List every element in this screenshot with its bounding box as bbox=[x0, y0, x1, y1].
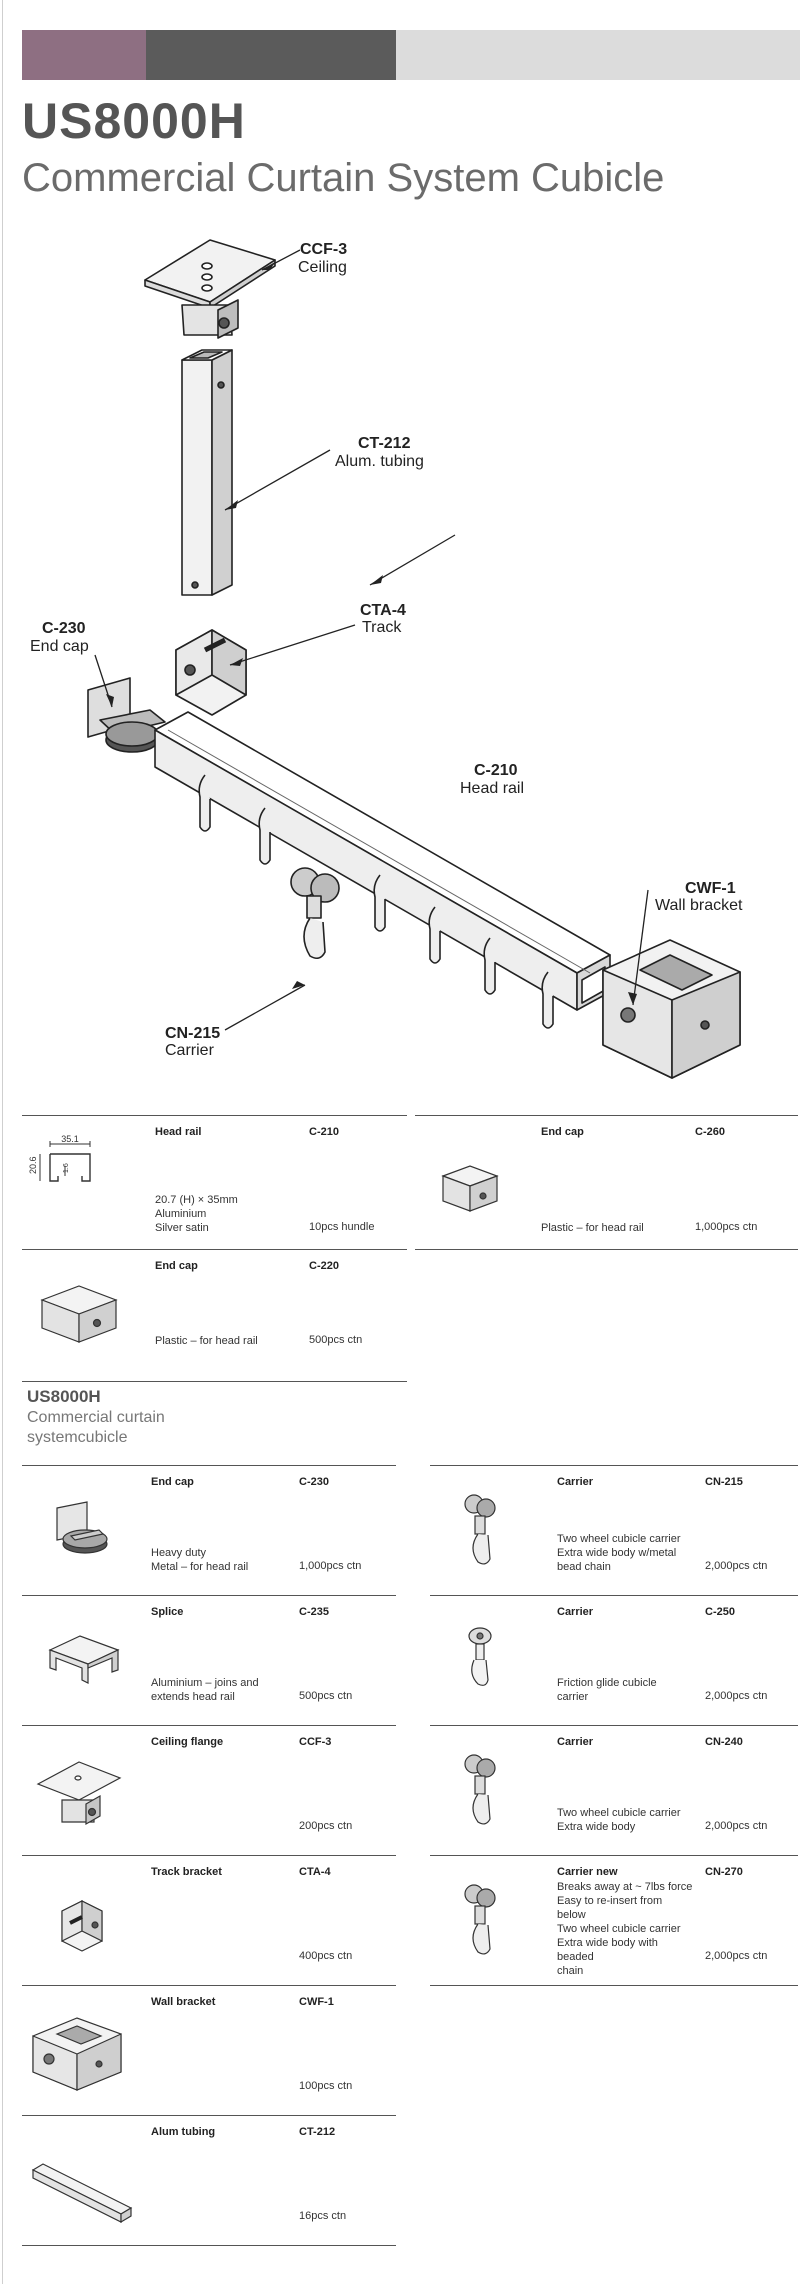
product-pack: 100pcs ctn bbox=[299, 2080, 353, 2092]
product-code: CCF-3 bbox=[299, 1736, 332, 1748]
callout-ccf3-desc: Ceiling bbox=[298, 259, 347, 276]
callout-cn215-desc: Carrier bbox=[165, 1042, 214, 1059]
carrier-icon bbox=[460, 1752, 500, 1832]
product-code: US8000H bbox=[22, 93, 246, 149]
product-item-carrier-c250 bbox=[430, 1596, 798, 1725]
product-code: CT-212 bbox=[299, 2126, 336, 2138]
end-cap-drawing bbox=[88, 678, 165, 752]
head-rail-profile-icon bbox=[30, 1136, 110, 1196]
dim-inner: 1.6 bbox=[63, 1163, 70, 1173]
product-name: Wall bracket bbox=[151, 1996, 216, 2008]
product-code: C-235 bbox=[299, 1606, 329, 1618]
wall-bracket-icon bbox=[27, 2014, 127, 2094]
product-name: Alum tubing bbox=[151, 2126, 216, 2138]
product-pack: 16pcs ctn bbox=[299, 2210, 347, 2222]
table-rule bbox=[430, 1985, 798, 1986]
callout-c210-code: C-210 bbox=[474, 762, 518, 779]
product-item-carrier-cn270 bbox=[430, 1856, 798, 1985]
section-title: Commercial curtain systemcubicle bbox=[27, 1409, 165, 1446]
product-desc: Breaks away at ~ 7lbs force Easy to re-insert from below Two wheel cubicle carrier Extra wide body with beaded chain bbox=[557, 1881, 693, 1977]
dim-width: 35.1 bbox=[61, 1134, 79, 1144]
carrier-drawing bbox=[291, 868, 339, 958]
callout-c230-desc: End cap bbox=[30, 638, 89, 655]
product-item-alum-tubing bbox=[22, 2116, 396, 2245]
callout-ct212-code: CT-212 bbox=[358, 435, 411, 452]
product-name: Carrier bbox=[557, 1606, 594, 1618]
product-code: CWF-1 bbox=[299, 1996, 334, 2008]
product-desc: Two wheel cubicle carrier Extra wide body bbox=[557, 1807, 681, 1833]
product-pack: 400pcs ctn bbox=[299, 1950, 353, 1962]
product-item-splice bbox=[22, 1596, 396, 1725]
carrier-icon bbox=[460, 1622, 500, 1702]
product-pack: 2,000pcs ctn bbox=[705, 1560, 768, 1572]
product-desc: Heavy duty Metal – for head rail bbox=[151, 1547, 249, 1573]
product-pack: 2,000pcs ctn bbox=[705, 1950, 768, 1962]
section-code: US8000H bbox=[27, 1387, 101, 1406]
track-bracket-icon bbox=[52, 1891, 112, 1961]
product-pack: 500pcs ctn bbox=[309, 1334, 363, 1346]
callout-ct212-desc: Alum. tubing bbox=[335, 453, 424, 470]
product-item-carrier-cn215 bbox=[430, 1466, 798, 1595]
end-cap-icon bbox=[435, 1156, 505, 1216]
product-name: Splice bbox=[151, 1606, 184, 1618]
product-name: Carrier new bbox=[557, 1866, 618, 1878]
product-name: Carrier bbox=[557, 1476, 594, 1488]
product-pack: 10pcs hundle bbox=[309, 1221, 375, 1233]
head-rail-drawing bbox=[155, 712, 610, 1010]
callout-cwf1-desc: Wall bracket bbox=[655, 897, 743, 914]
callout-ccf3-code: CCF-3 bbox=[300, 241, 348, 258]
header-band-light bbox=[396, 30, 800, 80]
product-item-wall-bracket bbox=[22, 1986, 396, 2115]
product-desc: Plastic – for head rail bbox=[155, 1335, 258, 1347]
product-code: C-210 bbox=[309, 1126, 339, 1138]
product-pack: 2,000pcs ctn bbox=[705, 1820, 768, 1832]
callout-c210-desc: Head rail bbox=[460, 780, 525, 797]
product-code: CTA-4 bbox=[299, 1866, 331, 1878]
carrier-icon bbox=[460, 1492, 500, 1572]
callout-cta4-desc: Track bbox=[362, 619, 402, 636]
callout-cn215-code: CN-215 bbox=[165, 1025, 221, 1042]
product-name: Track bracket bbox=[151, 1866, 222, 1878]
product-desc: Two wheel cubicle carrier Extra wide body w/metal bead chain bbox=[557, 1533, 681, 1573]
table-rule bbox=[22, 1381, 407, 1382]
end-cap-heavy-icon bbox=[47, 1500, 117, 1560]
product-name: End cap bbox=[155, 1260, 198, 1272]
dim-height: 20.6 bbox=[28, 1156, 38, 1174]
wall-bracket-drawing bbox=[603, 940, 740, 1078]
product-desc: Plastic – for head rail bbox=[541, 1222, 644, 1234]
callout-c230-code: C-230 bbox=[42, 620, 86, 637]
product-title: Commercial Curtain System Cubicle bbox=[22, 156, 665, 200]
table-rule bbox=[22, 2245, 396, 2246]
header-band-mauve bbox=[22, 30, 146, 80]
table-rule bbox=[415, 1249, 798, 1250]
product-desc: Friction glide cubicle carrier bbox=[557, 1677, 657, 1703]
alum-tubing-drawing bbox=[182, 350, 232, 595]
product-code: CN-215 bbox=[705, 1476, 743, 1488]
exploded-assembly-diagram bbox=[0, 210, 800, 1080]
carrier-icon bbox=[460, 1882, 500, 1962]
product-pack: 500pcs ctn bbox=[299, 1690, 353, 1702]
product-item-end-cap-c260 bbox=[415, 1116, 798, 1249]
header-band-dark bbox=[146, 30, 396, 80]
product-item-ceiling-flange bbox=[22, 1726, 396, 1855]
product-name: Carrier bbox=[557, 1736, 594, 1748]
callout-cta4-code: CTA-4 bbox=[360, 602, 406, 619]
product-name: End cap bbox=[151, 1476, 194, 1488]
product-desc: Aluminium – joins and extends head rail bbox=[151, 1677, 259, 1703]
track-bracket-drawing bbox=[176, 630, 246, 715]
product-name: End cap bbox=[541, 1126, 584, 1138]
product-name: Ceiling flange bbox=[151, 1736, 224, 1748]
product-code: C-230 bbox=[299, 1476, 329, 1488]
product-code: CN-240 bbox=[705, 1736, 743, 1748]
product-code: C-260 bbox=[695, 1126, 725, 1138]
product-pack: 1,000pcs ctn bbox=[299, 1560, 362, 1572]
end-cap-icon bbox=[34, 1278, 124, 1348]
product-code: CN-270 bbox=[705, 1866, 743, 1878]
splice-icon bbox=[44, 1628, 124, 1688]
product-item-carrier-cn240 bbox=[430, 1726, 798, 1855]
ceiling-flange-icon bbox=[34, 1756, 124, 1826]
product-item-track-bracket bbox=[22, 1856, 396, 1985]
callout-cwf1-code: CWF-1 bbox=[685, 880, 736, 897]
product-pack: 1,000pcs ctn bbox=[695, 1221, 758, 1233]
product-code: C-250 bbox=[705, 1606, 735, 1618]
alum-tubing-icon bbox=[27, 2156, 137, 2226]
product-name: Head rail bbox=[155, 1126, 202, 1138]
product-item-head-rail bbox=[22, 1116, 407, 1249]
product-item-end-cap-c220 bbox=[22, 1250, 407, 1383]
product-item-end-cap-c230 bbox=[22, 1466, 396, 1595]
ceiling-flange-drawing bbox=[145, 240, 275, 338]
product-code: C-220 bbox=[309, 1260, 339, 1272]
product-desc: 20.7 (H) × 35mm Aluminium Silver satin bbox=[155, 1194, 238, 1234]
product-pack: 200pcs ctn bbox=[299, 1820, 353, 1832]
product-pack: 2,000pcs ctn bbox=[705, 1690, 768, 1702]
